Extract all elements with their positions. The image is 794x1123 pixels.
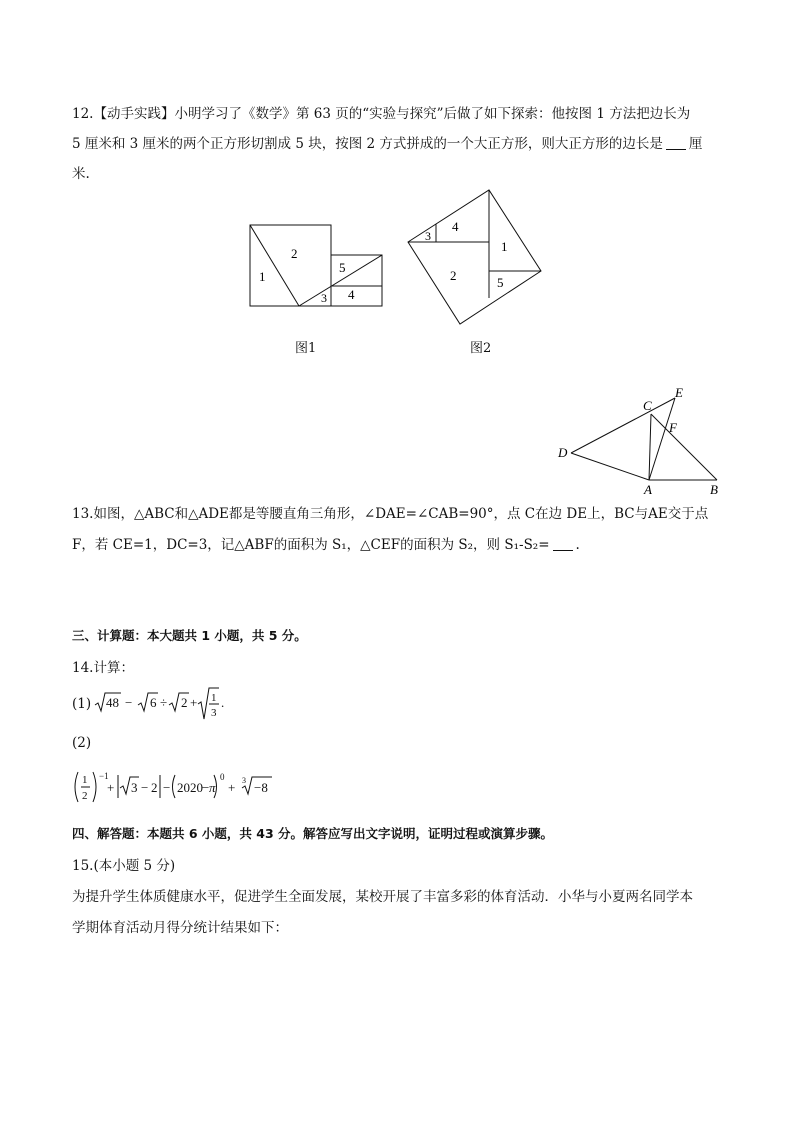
svg-text:2: 2 xyxy=(82,790,88,802)
svg-text:−1: −1 xyxy=(99,771,109,781)
segment-AE xyxy=(649,398,675,480)
point-label-A: A xyxy=(644,482,652,497)
svg-text:3: 3 xyxy=(242,776,246,785)
fig1-cut-line-1 xyxy=(250,225,299,306)
answer-blank xyxy=(666,135,686,150)
segment-DA xyxy=(571,453,649,480)
q12-line2-end: 厘 xyxy=(688,136,703,152)
fig1-caption: 图1 xyxy=(295,341,317,356)
fig2-label-2: 2 xyxy=(450,268,457,283)
svg-text:3: 3 xyxy=(211,707,217,719)
svg-text:π: π xyxy=(209,780,216,795)
section-3-heading: 三、计算题：本大题共 1 小题，共 5 分。 xyxy=(72,628,307,643)
q14-part1-formula xyxy=(94,684,224,724)
svg-text:2: 2 xyxy=(181,695,188,710)
svg-text:2020: 2020 xyxy=(177,780,203,795)
q14-part2-label: (2) xyxy=(72,735,92,751)
answer-blank xyxy=(553,536,573,551)
svg-text:+: + xyxy=(228,780,236,795)
fig1-label-4: 4 xyxy=(348,287,355,302)
q14-part2-formula xyxy=(72,768,292,808)
fig2-label-3: 3 xyxy=(425,229,431,243)
fig1-label-2: 2 xyxy=(291,246,298,261)
q13-line1: 13.如图，△ABC和△ADE都是等腰直角三角形，∠DAE=∠CAB=90°，点 C在边 DE上，BC与AE交于点 xyxy=(72,506,709,522)
q13-line2-end: . xyxy=(575,537,580,553)
fig1-label-1: 1 xyxy=(259,269,266,284)
svg-text:−: − xyxy=(141,780,149,795)
q15-line2: 学期体育活动月得分统计结果如下： xyxy=(72,920,288,936)
point-label-F: F xyxy=(669,420,677,435)
svg-text:−: − xyxy=(125,695,133,710)
point-label-E: E xyxy=(675,385,683,400)
fig2-caption: 图2 xyxy=(470,341,492,356)
figure-2 xyxy=(400,185,548,330)
svg-text:+: + xyxy=(107,780,115,795)
segment-DE xyxy=(571,398,675,453)
svg-text:÷: ÷ xyxy=(160,695,168,710)
svg-text:3: 3 xyxy=(131,780,138,795)
svg-text:−8: −8 xyxy=(254,780,268,795)
fig2-label-5: 5 xyxy=(497,275,504,290)
fig2-big-square xyxy=(408,190,541,324)
segment-CB xyxy=(651,414,717,480)
q12-line3: 米. xyxy=(72,166,90,182)
fig1-label-3: 3 xyxy=(321,291,327,305)
svg-text:.: . xyxy=(221,695,224,710)
svg-text:1: 1 xyxy=(82,774,88,786)
q14-part1-label: (1) xyxy=(72,696,92,712)
segment-AC xyxy=(649,414,651,480)
fig1-label-5: 5 xyxy=(339,260,346,275)
section-4-heading: 四、解答题：本题共 6 小题，共 43 分。解答应写出文字说明，证明过程或演算步骤。 xyxy=(72,826,554,841)
q15-title: 15.(本小题 5 分) xyxy=(72,858,176,874)
q14-title: 14.计算： xyxy=(72,660,134,676)
q12-line2 xyxy=(72,134,702,154)
fig2-label-4: 4 xyxy=(452,219,459,234)
fig2-label-1: 1 xyxy=(501,239,508,254)
svg-text:6: 6 xyxy=(150,695,157,710)
svg-text:1: 1 xyxy=(211,692,217,704)
q13-line2-text: F，若 CE=1，DC=3，记△ABF的面积为 S₁，△CEF的面积为 S₂，则 S₁-S₂= xyxy=(72,537,550,553)
svg-text:−: − xyxy=(202,780,210,795)
point-label-B: B xyxy=(710,482,718,497)
point-label-D: D xyxy=(558,445,568,460)
point-label-C: C xyxy=(643,398,652,413)
q13-line2 xyxy=(72,535,580,555)
q12-line2-text: 5 厘米和 3 厘米的两个正方形切割成 5 块，按图 2 方式拼成的一个大正方形，则大正方形的边长是 xyxy=(72,136,663,152)
svg-text:+: + xyxy=(190,695,198,710)
q12-line1: 12.【动手实践】小明学习了《数学》第 63 页的“实验与探究”后做了如下探索：他按图 1 方法把边长为 xyxy=(72,106,691,122)
svg-text:2: 2 xyxy=(151,780,158,795)
figure-q13 xyxy=(555,382,725,497)
svg-text:−: − xyxy=(163,780,171,795)
svg-text:0: 0 xyxy=(220,772,225,782)
svg-text:48: 48 xyxy=(106,695,119,710)
figure-1 xyxy=(245,220,390,312)
q15-line1: 为提升学生体质健康水平，促进学生全面发展，某校开展了丰富多彩的体育活动．小华与小夏两名同学本 xyxy=(72,889,693,905)
